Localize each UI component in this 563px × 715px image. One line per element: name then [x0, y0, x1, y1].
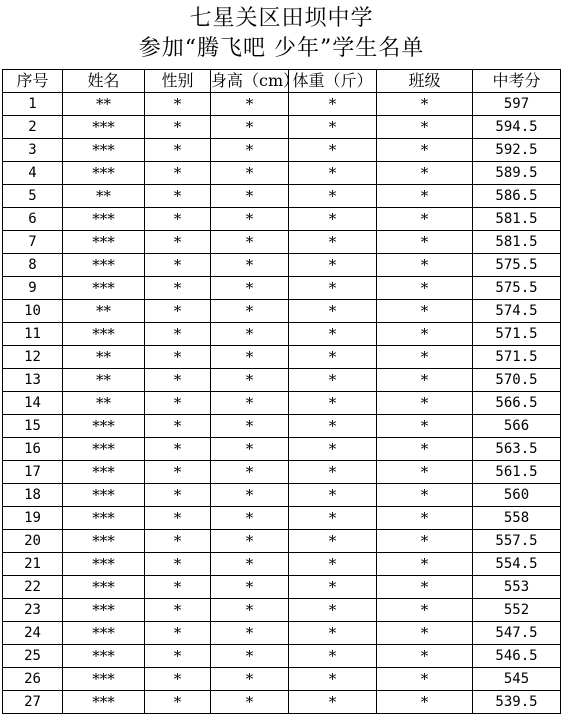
cell-name: *** — [63, 599, 145, 622]
cell-height: * — [211, 346, 289, 369]
document-title-line1: 七星关区田坝中学 — [189, 6, 374, 31]
cell-class: * — [377, 645, 473, 668]
cell-gender: * — [145, 139, 211, 162]
cell-gender: * — [145, 208, 211, 231]
cell-name: *** — [63, 162, 145, 185]
cell-class: * — [377, 346, 473, 369]
cell-gender: * — [145, 392, 211, 415]
cell-class: * — [377, 576, 473, 599]
cell-score: 594.5 — [473, 116, 561, 139]
header-name: 姓名 — [63, 70, 145, 93]
table-row — [3, 553, 561, 576]
cell-gender: * — [145, 323, 211, 346]
cell-score: 560 — [473, 484, 561, 507]
cell-score: 581.5 — [473, 231, 561, 254]
cell-weight: * — [289, 668, 377, 691]
cell-weight: * — [289, 461, 377, 484]
table-row — [3, 369, 561, 392]
cell-class: * — [377, 208, 473, 231]
cell-height: * — [211, 254, 289, 277]
cell-weight: * — [289, 622, 377, 645]
cell-gender: * — [145, 461, 211, 484]
cell-height: * — [211, 438, 289, 461]
cell-score: 586.5 — [473, 185, 561, 208]
cell-score: 589.5 — [473, 162, 561, 185]
student-list-table — [2, 69, 561, 714]
cell-gender: * — [145, 254, 211, 277]
cell-index: 1 — [3, 93, 63, 116]
cell-height: * — [211, 599, 289, 622]
cell-name: *** — [63, 691, 145, 714]
cell-class: * — [377, 116, 473, 139]
cell-height: * — [211, 231, 289, 254]
cell-score: 546.5 — [473, 645, 561, 668]
cell-weight: * — [289, 415, 377, 438]
cell-score: 553 — [473, 576, 561, 599]
cell-weight: * — [289, 254, 377, 277]
cell-score: 552 — [473, 599, 561, 622]
header-gender: 性别 — [145, 70, 211, 93]
cell-class: * — [377, 231, 473, 254]
table-row — [3, 691, 561, 714]
table-row — [3, 93, 561, 116]
cell-index: 7 — [3, 231, 63, 254]
cell-index: 20 — [3, 530, 63, 553]
cell-index: 18 — [3, 484, 63, 507]
cell-height: * — [211, 277, 289, 300]
cell-name: *** — [63, 139, 145, 162]
cell-name: *** — [63, 415, 145, 438]
cell-score: 571.5 — [473, 323, 561, 346]
cell-index: 19 — [3, 507, 63, 530]
cell-weight: * — [289, 484, 377, 507]
cell-name: *** — [63, 530, 145, 553]
cell-weight: * — [289, 277, 377, 300]
cell-class: * — [377, 392, 473, 415]
cell-height: * — [211, 139, 289, 162]
cell-weight: * — [289, 208, 377, 231]
table-row — [3, 392, 561, 415]
cell-weight: * — [289, 300, 377, 323]
cell-class: * — [377, 622, 473, 645]
cell-weight: * — [289, 162, 377, 185]
cell-name: ** — [63, 369, 145, 392]
cell-gender: * — [145, 599, 211, 622]
cell-name: ** — [63, 300, 145, 323]
table-row — [3, 507, 561, 530]
cell-gender: * — [145, 530, 211, 553]
cell-index: 13 — [3, 369, 63, 392]
cell-class: * — [377, 300, 473, 323]
cell-gender: * — [145, 484, 211, 507]
cell-height: * — [211, 185, 289, 208]
cell-name: ** — [63, 392, 145, 415]
cell-gender: * — [145, 668, 211, 691]
cell-height: * — [211, 415, 289, 438]
cell-class: * — [377, 162, 473, 185]
cell-class: * — [377, 139, 473, 162]
cell-index: 16 — [3, 438, 63, 461]
cell-index: 14 — [3, 392, 63, 415]
table-row — [3, 185, 561, 208]
header-class: 班级 — [377, 70, 473, 93]
table-row — [3, 139, 561, 162]
cell-score: 558 — [473, 507, 561, 530]
cell-gender: * — [145, 438, 211, 461]
table-body — [3, 93, 561, 714]
cell-index: 17 — [3, 461, 63, 484]
table-row — [3, 461, 561, 484]
cell-name: ** — [63, 93, 145, 116]
cell-height: * — [211, 691, 289, 714]
cell-index: 10 — [3, 300, 63, 323]
cell-index: 4 — [3, 162, 63, 185]
cell-score: 571.5 — [473, 346, 561, 369]
table-row — [3, 599, 561, 622]
cell-index: 21 — [3, 553, 63, 576]
cell-gender: * — [145, 553, 211, 576]
cell-weight: * — [289, 599, 377, 622]
cell-weight: * — [289, 139, 377, 162]
table-row — [3, 208, 561, 231]
cell-score: 574.5 — [473, 300, 561, 323]
cell-gender: * — [145, 576, 211, 599]
cell-score: 539.5 — [473, 691, 561, 714]
cell-gender: * — [145, 162, 211, 185]
cell-name: *** — [63, 668, 145, 691]
table-row — [3, 300, 561, 323]
cell-index: 8 — [3, 254, 63, 277]
cell-height: * — [211, 369, 289, 392]
cell-index: 27 — [3, 691, 63, 714]
cell-gender: * — [145, 300, 211, 323]
cell-class: * — [377, 369, 473, 392]
cell-index: 24 — [3, 622, 63, 645]
cell-index: 26 — [3, 668, 63, 691]
cell-name: *** — [63, 254, 145, 277]
cell-name: *** — [63, 438, 145, 461]
cell-score: 545 — [473, 668, 561, 691]
cell-class: * — [377, 553, 473, 576]
cell-weight: * — [289, 392, 377, 415]
cell-gender: * — [145, 415, 211, 438]
cell-score: 575.5 — [473, 254, 561, 277]
cell-name: *** — [63, 323, 145, 346]
cell-gender: * — [145, 622, 211, 645]
table-row — [3, 438, 561, 461]
cell-name: *** — [63, 277, 145, 300]
cell-name: *** — [63, 208, 145, 231]
cell-weight: * — [289, 576, 377, 599]
cell-gender: * — [145, 507, 211, 530]
cell-class: * — [377, 277, 473, 300]
cell-index: 3 — [3, 139, 63, 162]
cell-height: * — [211, 484, 289, 507]
table-row — [3, 530, 561, 553]
cell-class: * — [377, 254, 473, 277]
cell-class: * — [377, 691, 473, 714]
cell-height: * — [211, 162, 289, 185]
cell-score: 566.5 — [473, 392, 561, 415]
cell-score: 547.5 — [473, 622, 561, 645]
header-height: 身高（cm） — [211, 70, 289, 93]
cell-height: * — [211, 323, 289, 346]
table-row — [3, 645, 561, 668]
cell-index: 6 — [3, 208, 63, 231]
cell-class: * — [377, 599, 473, 622]
cell-height: * — [211, 208, 289, 231]
cell-class: * — [377, 484, 473, 507]
cell-class: * — [377, 530, 473, 553]
cell-gender: * — [145, 346, 211, 369]
header-index: 序号 — [3, 70, 63, 93]
table-row — [3, 323, 561, 346]
cell-class: * — [377, 461, 473, 484]
cell-gender: * — [145, 93, 211, 116]
cell-name: *** — [63, 553, 145, 576]
cell-name: *** — [63, 461, 145, 484]
cell-height: * — [211, 553, 289, 576]
cell-weight: * — [289, 530, 377, 553]
cell-height: * — [211, 93, 289, 116]
cell-score: 563.5 — [473, 438, 561, 461]
cell-weight: * — [289, 346, 377, 369]
cell-index: 9 — [3, 277, 63, 300]
table-row — [3, 576, 561, 599]
cell-name: *** — [63, 116, 145, 139]
cell-name: *** — [63, 622, 145, 645]
cell-gender: * — [145, 691, 211, 714]
header-score: 中考分 — [473, 70, 561, 93]
cell-score: 575.5 — [473, 277, 561, 300]
table-row — [3, 346, 561, 369]
cell-height: * — [211, 300, 289, 323]
cell-index: 5 — [3, 185, 63, 208]
cell-weight: * — [289, 231, 377, 254]
cell-index: 22 — [3, 576, 63, 599]
cell-name: ** — [63, 346, 145, 369]
cell-class: * — [377, 323, 473, 346]
cell-weight: * — [289, 185, 377, 208]
cell-weight: * — [289, 93, 377, 116]
cell-weight: * — [289, 645, 377, 668]
cell-index: 23 — [3, 599, 63, 622]
table-row — [3, 116, 561, 139]
table-header-row — [3, 70, 561, 93]
cell-weight: * — [289, 323, 377, 346]
cell-name: *** — [63, 645, 145, 668]
cell-class: * — [377, 507, 473, 530]
cell-height: * — [211, 507, 289, 530]
cell-index: 12 — [3, 346, 63, 369]
cell-class: * — [377, 185, 473, 208]
cell-name: ** — [63, 185, 145, 208]
cell-score: 554.5 — [473, 553, 561, 576]
cell-score: 581.5 — [473, 208, 561, 231]
cell-weight: * — [289, 507, 377, 530]
cell-class: * — [377, 438, 473, 461]
document-title-line2: 参加“腾飞吧 少年”学生名单 — [138, 36, 425, 61]
cell-gender: * — [145, 277, 211, 300]
table-row — [3, 162, 561, 185]
cell-score: 570.5 — [473, 369, 561, 392]
cell-weight: * — [289, 116, 377, 139]
cell-height: * — [211, 622, 289, 645]
cell-index: 15 — [3, 415, 63, 438]
cell-weight: * — [289, 691, 377, 714]
cell-gender: * — [145, 645, 211, 668]
cell-height: * — [211, 392, 289, 415]
cell-gender: * — [145, 231, 211, 254]
cell-score: 597 — [473, 93, 561, 116]
table-row — [3, 254, 561, 277]
cell-gender: * — [145, 116, 211, 139]
cell-name: *** — [63, 576, 145, 599]
cell-height: * — [211, 530, 289, 553]
cell-gender: * — [145, 185, 211, 208]
cell-height: * — [211, 461, 289, 484]
table-row — [3, 622, 561, 645]
cell-score: 557.5 — [473, 530, 561, 553]
cell-index: 25 — [3, 645, 63, 668]
table-row — [3, 415, 561, 438]
cell-height: * — [211, 668, 289, 691]
cell-weight: * — [289, 369, 377, 392]
cell-name: *** — [63, 507, 145, 530]
cell-score: 561.5 — [473, 461, 561, 484]
cell-weight: * — [289, 553, 377, 576]
cell-score: 592.5 — [473, 139, 561, 162]
cell-weight: * — [289, 438, 377, 461]
cell-gender: * — [145, 369, 211, 392]
cell-name: *** — [63, 231, 145, 254]
cell-index: 2 — [3, 116, 63, 139]
table-row — [3, 231, 561, 254]
table-row — [3, 668, 561, 691]
cell-name: *** — [63, 484, 145, 507]
table-row — [3, 277, 561, 300]
table-row — [3, 484, 561, 507]
cell-class: * — [377, 93, 473, 116]
cell-height: * — [211, 576, 289, 599]
header-weight: 体重（斤） — [289, 70, 377, 93]
cell-height: * — [211, 116, 289, 139]
cell-index: 11 — [3, 323, 63, 346]
cell-height: * — [211, 645, 289, 668]
cell-class: * — [377, 668, 473, 691]
cell-class: * — [377, 415, 473, 438]
cell-score: 566 — [473, 415, 561, 438]
